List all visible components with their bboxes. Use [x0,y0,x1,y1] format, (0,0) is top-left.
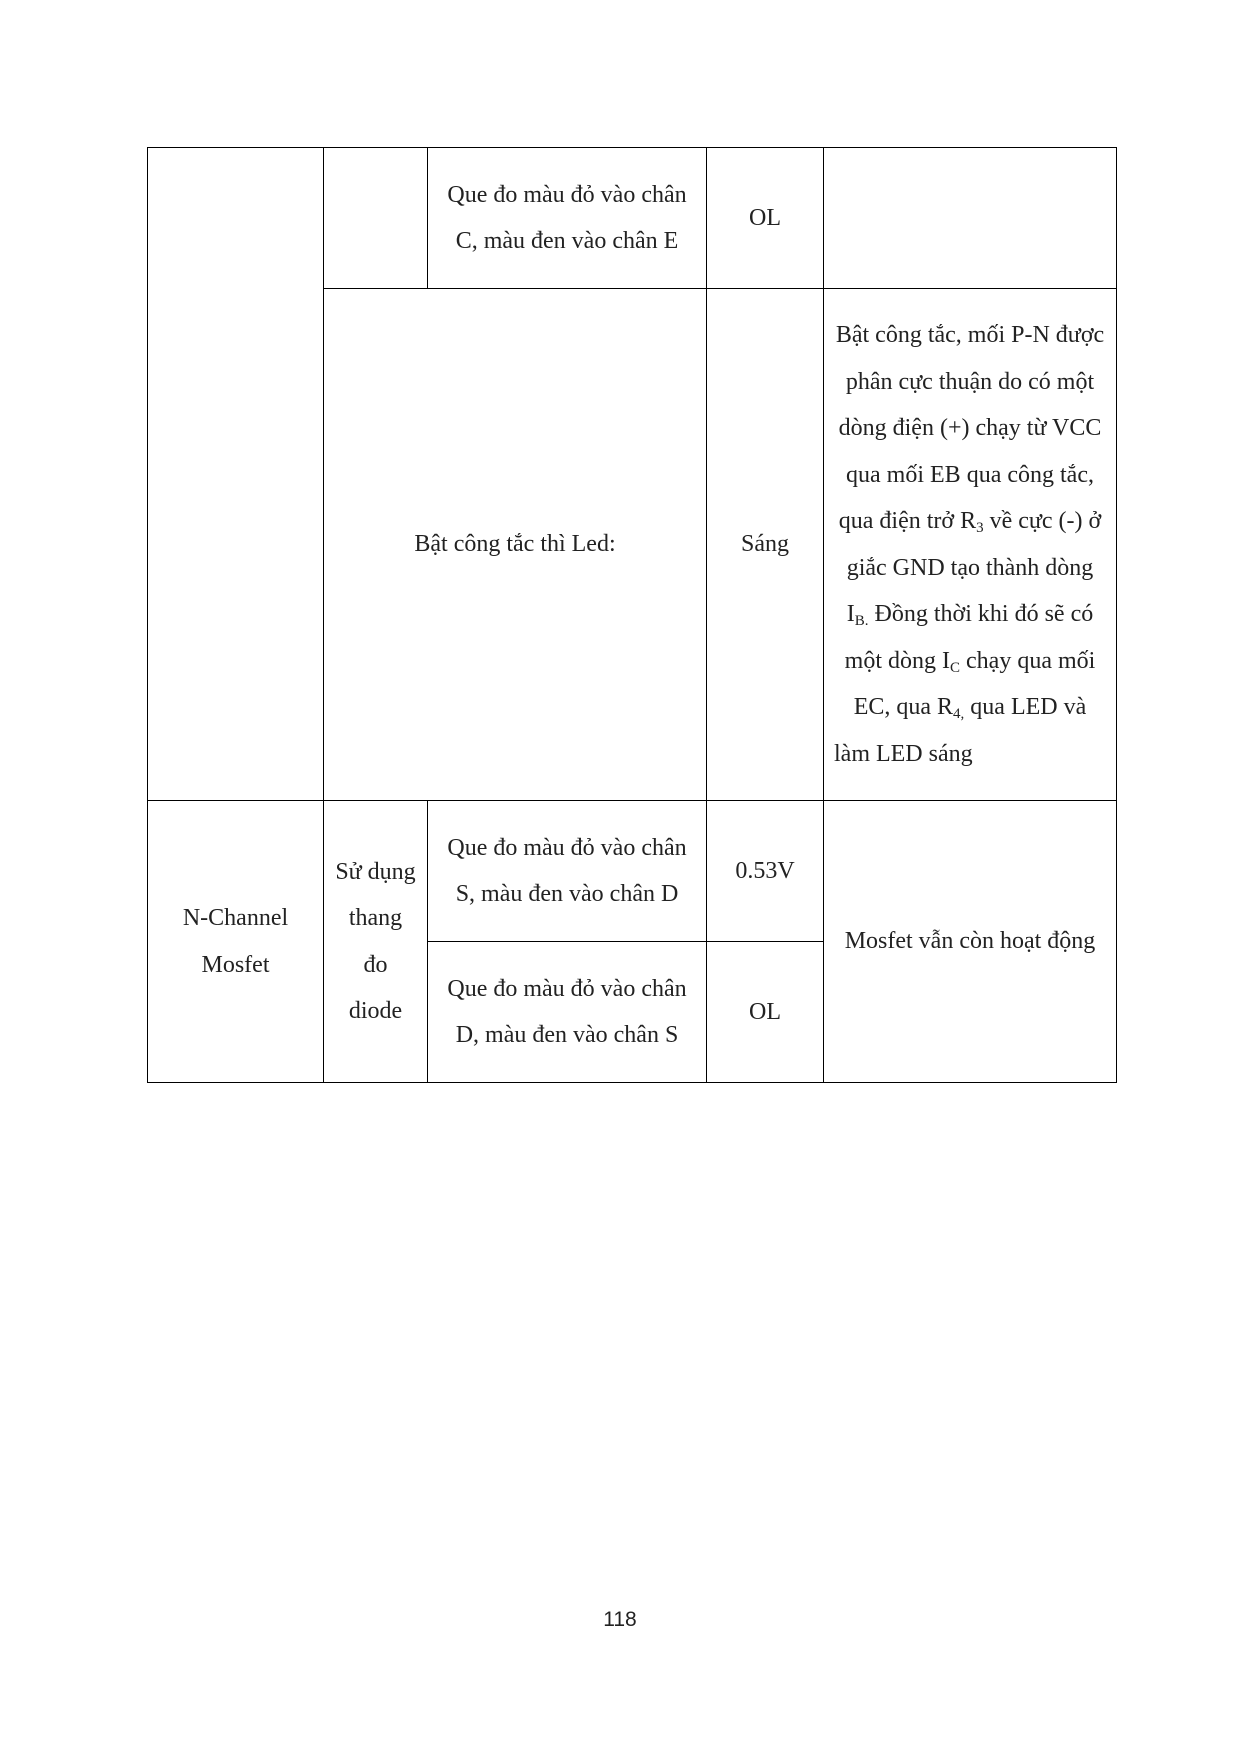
table-row [148,801,1117,942]
switch-label-cell: Bật công tắc thì Led: [324,289,707,801]
method-cell-empty [324,148,428,289]
component-cell: N-Channel Mosfet [148,801,324,1083]
subscript: C [950,659,961,676]
table-row [148,148,1117,289]
value-cell: OL [707,942,824,1083]
value-cell: 0.53V [707,801,824,942]
method-cell: Sử dụng thang đo diode [324,801,428,1083]
probe-cell: Que đo màu đỏ vào chân S, màu đen vào chân D [428,801,707,942]
component-cell-empty [148,148,324,801]
measurement-table [147,147,1117,1083]
value-cell: Sáng [707,289,824,801]
page-number: 118 [603,1608,637,1631]
conclusion-cell: Mosfet vẫn còn hoạt động [824,801,1117,1083]
probe-cell: Que đo màu đỏ vào chân D, màu đen vào chân S [428,942,707,1083]
probe-cell: Que đo màu đỏ vào chân C, màu đen vào chân E [428,148,707,289]
note-cell [824,148,1117,289]
subscript: 3 [976,520,984,536]
subscript: 4, [953,706,965,722]
subscript: B. [854,613,869,629]
value-cell: OL [707,148,824,289]
explanation-cell: Bật công tắc, mối P-N được phân cực thuận do có một dòng điện (+) chạy từ VCC qua mối EB qua công tắc, qua điện trở $R_3$ về cực (-) ở giắc GND tạo thành dòng $I_{B.}$ Đồng thời khi đó sẽ có một dòng $I_C$ chạy qua mối EC, qua $R_{4,}$ qua LED và làm LED sáng [824,289,1117,801]
